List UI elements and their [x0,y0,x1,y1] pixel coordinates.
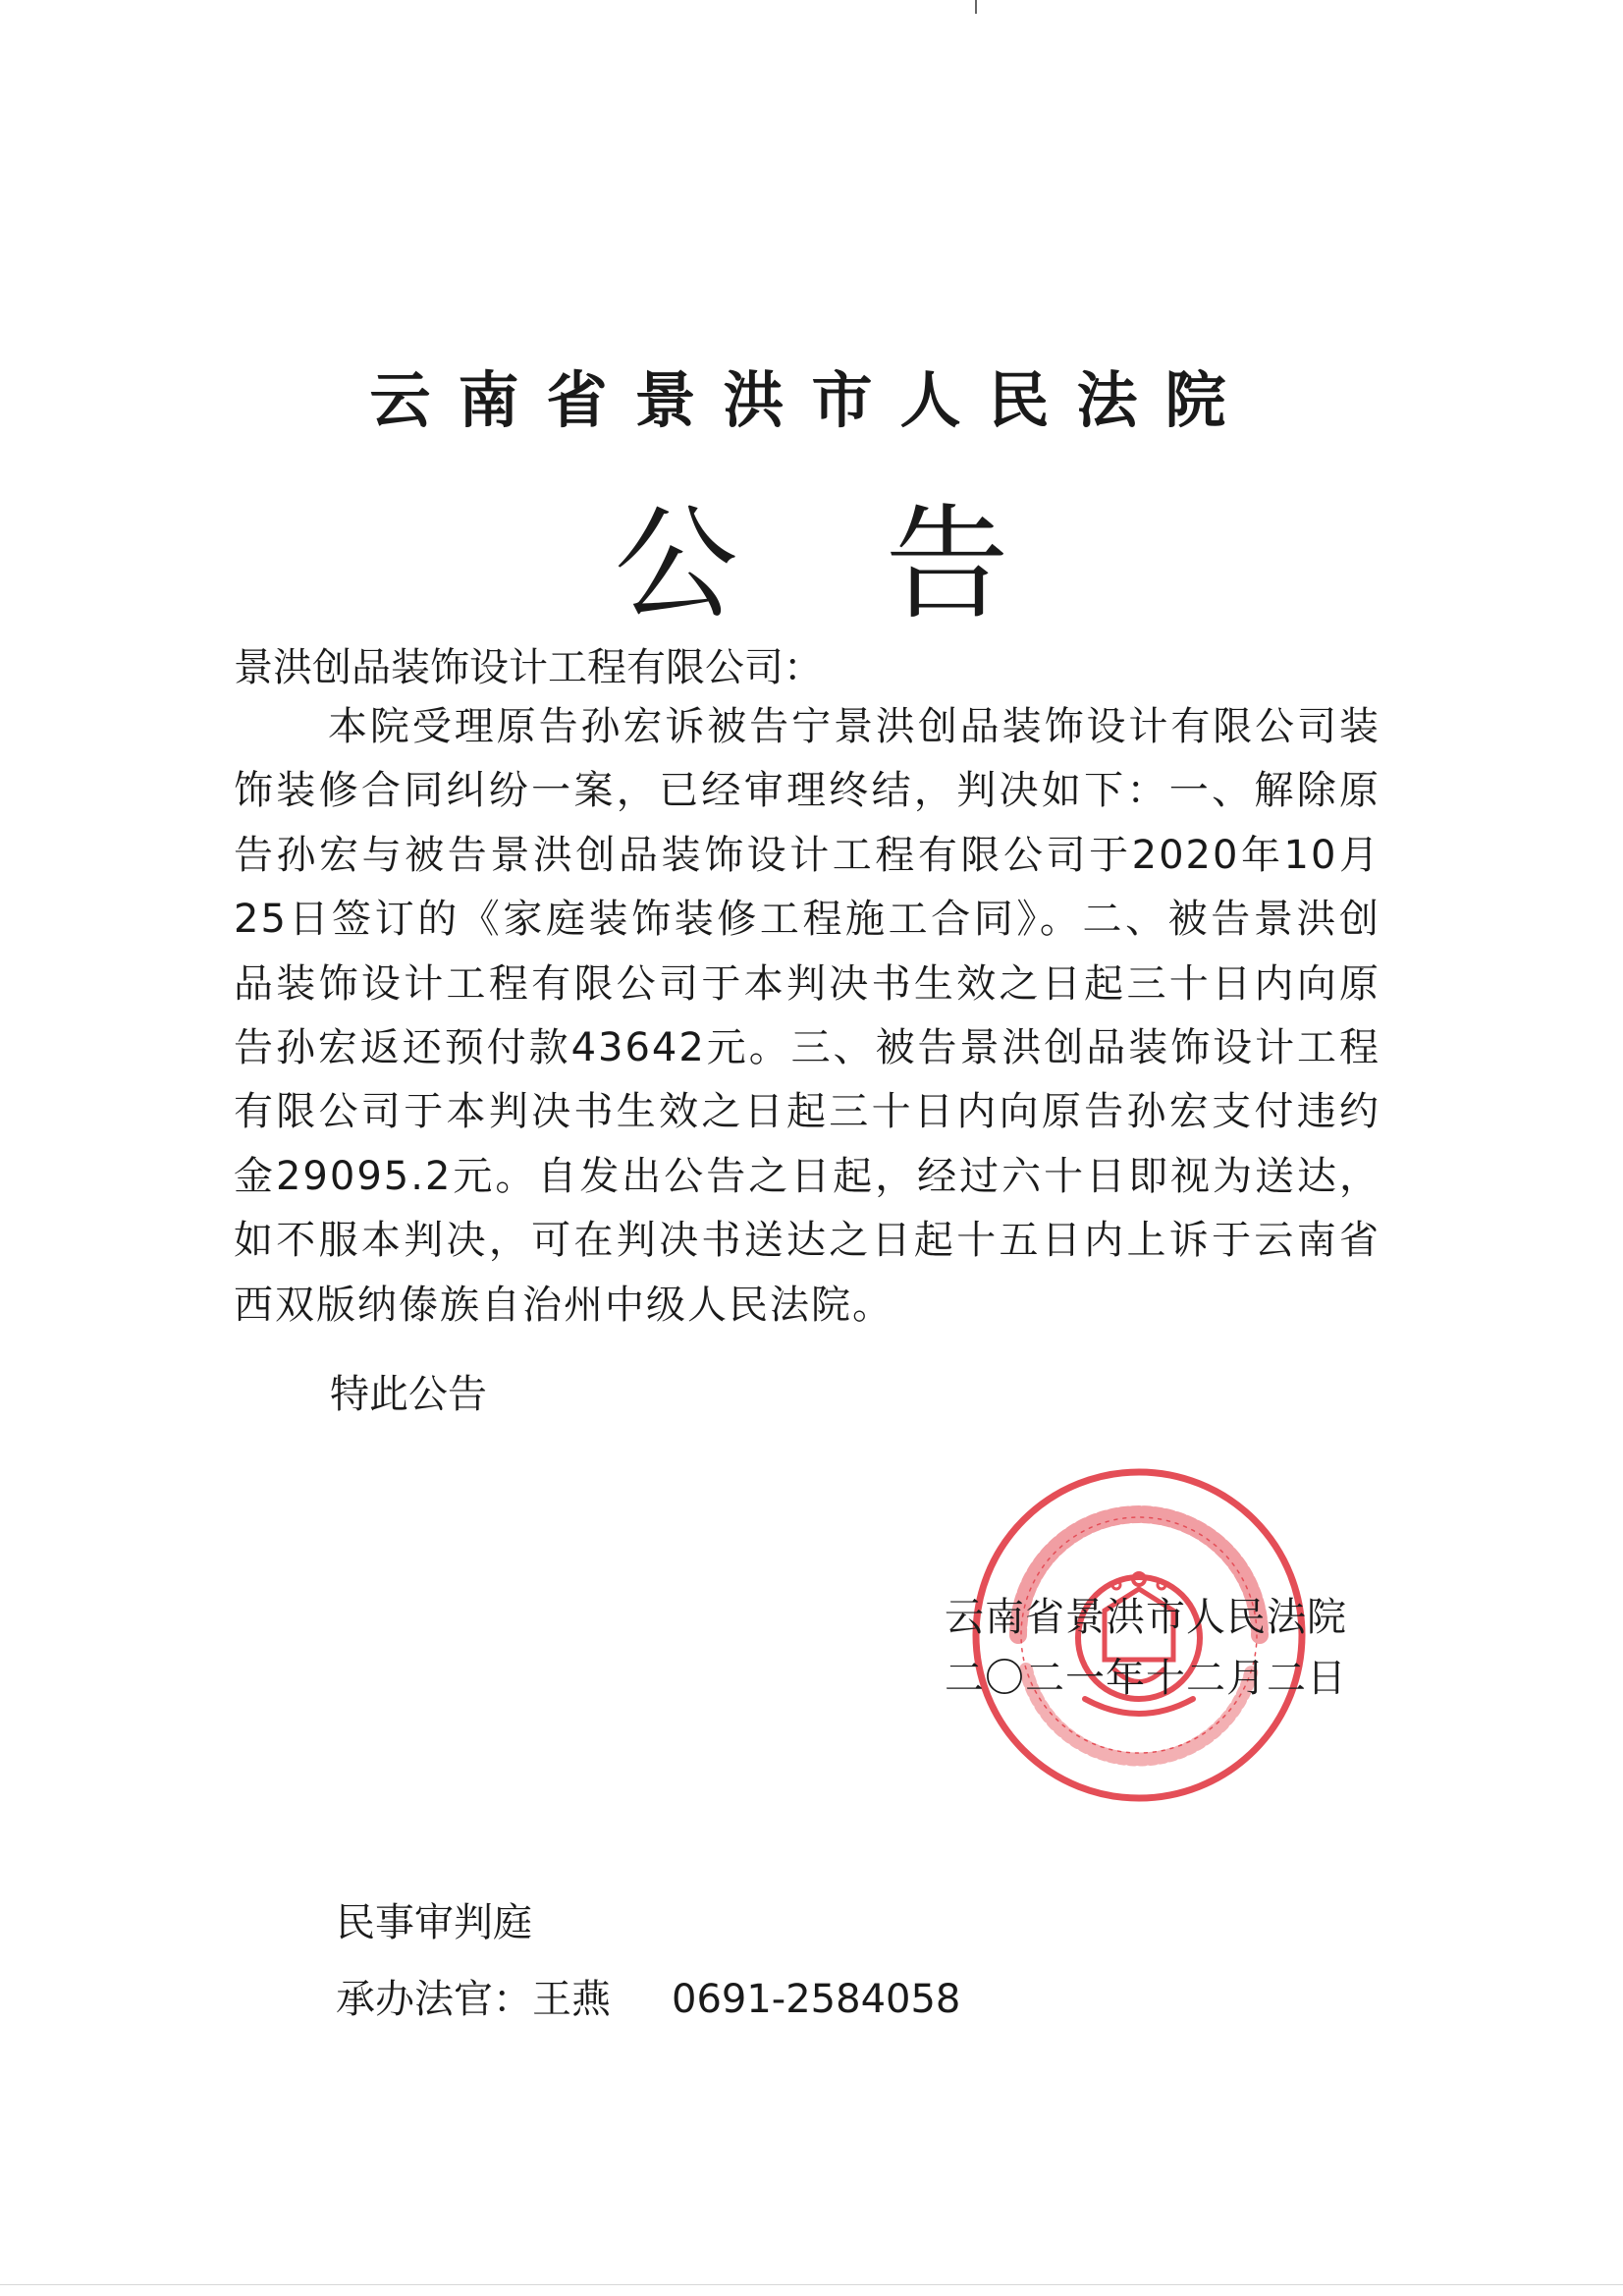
document-title: 公告 [614,492,1157,636]
scan-bottom-edge [0,2284,1623,2285]
addressee: 景洪创品装饰设计工程有限公司： [234,645,823,690]
notice-body: 本院受理原告孙宏诉被告宁景洪创品装饰设计有限公司装饰装修合同纠纷一案，已经审理终结，判决如下：一、解除原告孙宏与被告景洪创品装饰设计工程有限公司于2020年10月25日签订的《家庭装饰装修工程施工合同》。二、被告景洪创品装饰设计工程有限公司于本判决书生效之日起三十日内向原告孙宏返还预付款43642元。三、被告景洪创品装饰设计工程有限公司于本判决书生效之日起三十日内向原告孙宏支付违约金29095.2元。自发出公告之日起，经过六十日即视为送达，如不服本判决，可在判决书送达之日起十五日内上诉于云南省西双版纳傣族自治州中级人民法院。 [234,704,1380,1328]
judge-name: 承办法官：王燕 [336,1977,611,2022]
closing-statement: 特此公告 [330,1372,487,1417]
signature-court-name: 云南省景洪市人民法院 [945,1595,1347,1640]
department-name: 民事审判庭 [336,1900,532,1945]
scan-edge-mark [975,0,977,14]
signature-date: 二〇二一年十二月二日 [945,1656,1347,1701]
phone-number: 0691-2584058 [672,1977,961,2022]
contact-line [336,1968,960,2031]
court-name-header: 云南省景洪市人民法院 [369,364,1254,436]
